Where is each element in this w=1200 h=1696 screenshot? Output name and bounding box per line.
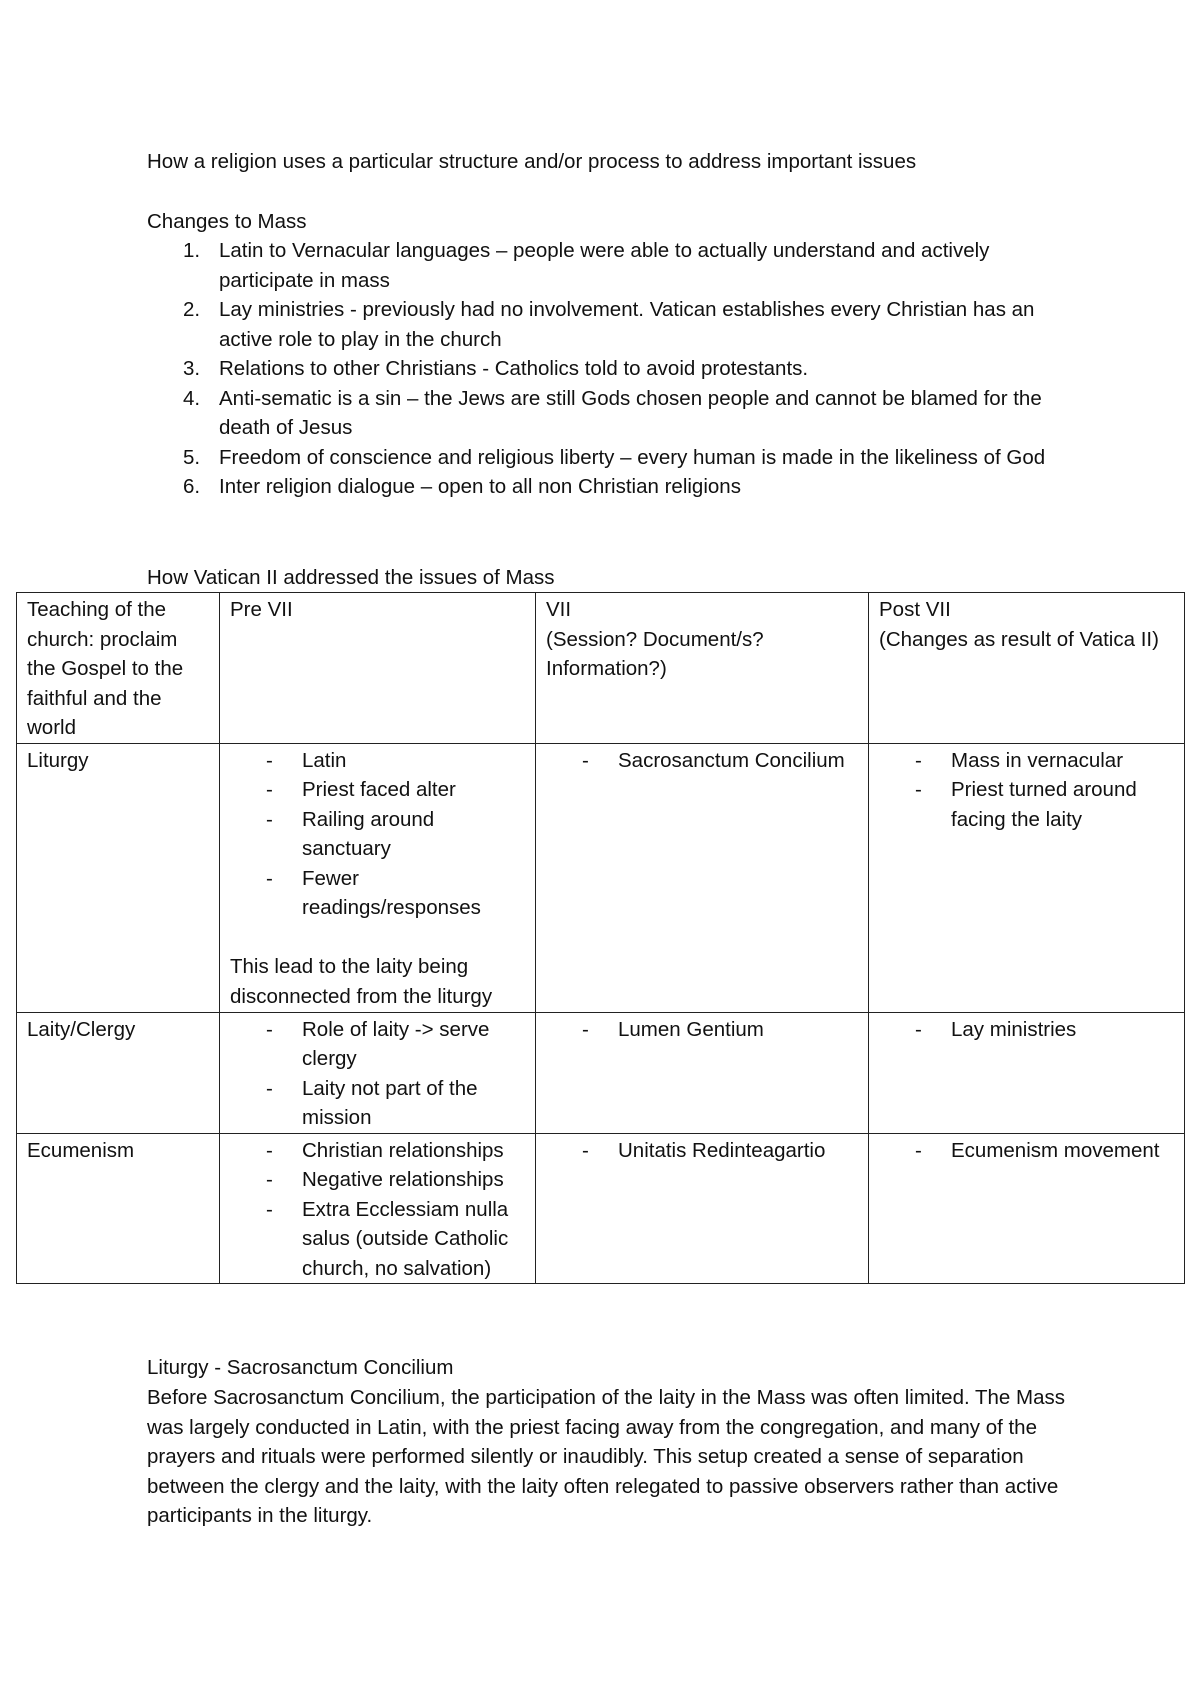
page-heading: How a religion uses a particular structure and/or process to address important issues (147, 150, 917, 173)
row-label-ecumenism (17, 1133, 220, 1284)
header-pre-text: Pre VII (230, 598, 293, 621)
list-number: 3. (183, 357, 201, 380)
pre-list (230, 1015, 525, 1133)
row-label: Ecumenism (27, 1138, 135, 1162)
vii-list (546, 1015, 858, 1045)
list-item (230, 746, 525, 776)
vii-list (546, 1136, 858, 1166)
post-cell (869, 743, 1185, 1012)
list-item (230, 1074, 525, 1133)
table-caption: How Vatican II addressed the issues of Mass (147, 566, 555, 589)
header-teaching-cell (17, 593, 220, 744)
header-post-cell (869, 593, 1185, 744)
changes-list (147, 236, 1077, 502)
list-item (230, 864, 525, 923)
dash-marker: - (266, 866, 273, 890)
pre-list (230, 746, 525, 923)
list-item (546, 1015, 858, 1045)
dash-marker: - (266, 778, 273, 801)
list-item (230, 1165, 525, 1195)
header-post-sub: (Changes as result of Vatica II) (879, 627, 1159, 651)
header-pre-cell (220, 593, 536, 744)
dash-marker: - (266, 748, 273, 772)
list-text: Latin to Vernacular languages – people were able to actually understand and actively participate in mass (219, 239, 990, 292)
dash-marker: - (266, 1197, 273, 1221)
list-item (230, 805, 525, 864)
dash-marker: - (266, 1076, 273, 1100)
item-text: Extra Ecclessiam nulla salus (outside Catholic church, no salvation) (302, 1197, 509, 1280)
list-text: Inter religion dialogue – open to all non Christian religions (219, 475, 741, 498)
list-item (879, 1136, 1174, 1166)
vii-cell (536, 1133, 869, 1284)
pre-note: This lead to the laity being disconnected from the liturgy (230, 955, 493, 1008)
list-item (546, 1136, 858, 1166)
item-text: Priest faced alter (302, 778, 456, 801)
list-item (147, 384, 1077, 443)
row-label: Laity/Clergy (27, 1017, 136, 1041)
vii-cell (536, 743, 869, 1012)
post-list (879, 1015, 1174, 1045)
dash-marker: - (915, 748, 922, 772)
item-text: Negative relationships (302, 1168, 504, 1191)
item-text: Railing around sanctuary (302, 807, 435, 860)
table-row (17, 1133, 1185, 1284)
list-number: 4. (183, 386, 201, 410)
list-text: Anti-sematic is a sin – the Jews are still Gods chosen people and cannot be blamed for the death of Jesus (219, 386, 1042, 439)
dash-marker: - (582, 1138, 589, 1162)
item-text: Lumen Gentium (618, 1017, 764, 1041)
header-vii-cell (536, 593, 869, 744)
item-text: Christian relationships (302, 1138, 504, 1162)
dash-marker: - (266, 1168, 273, 1191)
row-label-liturgy (17, 743, 220, 1012)
vii-list (546, 746, 858, 776)
header-post-title: Post VII (879, 598, 951, 621)
list-item (147, 472, 1077, 502)
vii-cell (536, 1012, 869, 1133)
list-text: Lay ministries - previously had no involvement. Vatican establishes every Christian has an active role to play in the church (219, 298, 1035, 351)
liturgy-section-title: Liturgy - Sacrosanctum Concilium (147, 1356, 454, 1379)
item-text: Role of laity -> serve clergy (302, 1017, 490, 1070)
dash-marker: - (266, 1017, 273, 1041)
dash-marker: - (915, 1138, 922, 1162)
list-item (230, 1015, 525, 1074)
dash-marker: - (915, 778, 922, 801)
item-text: Laity not part of the mission (302, 1076, 478, 1129)
dash-marker: - (266, 807, 273, 831)
dash-marker: - (582, 1017, 589, 1041)
list-text: Relations to other Christians - Catholics told to avoid protestants. (219, 357, 809, 380)
list-number: 6. (183, 475, 201, 498)
post-cell (869, 1133, 1185, 1284)
list-number: 2. (183, 298, 201, 321)
list-item (879, 775, 1174, 834)
table-row (17, 1012, 1185, 1133)
post-cell (869, 1012, 1185, 1133)
table-header-row (17, 593, 1185, 744)
row-label: Liturgy (27, 748, 89, 772)
dash-marker: - (582, 748, 589, 772)
item-text: Ecumenism movement (951, 1138, 1160, 1162)
pre-list (230, 1136, 525, 1284)
list-item (147, 354, 1077, 384)
item-text: Mass in vernacular (951, 748, 1124, 772)
list-item (230, 1195, 525, 1284)
pre-cell (220, 1012, 536, 1133)
post-list (879, 746, 1174, 835)
list-number: 5. (183, 445, 201, 469)
item-text: Lay ministries (951, 1017, 1077, 1041)
list-item (147, 295, 1077, 354)
list-item (546, 746, 858, 776)
list-item (879, 1015, 1174, 1045)
list-item (147, 236, 1077, 295)
pre-cell (220, 1133, 536, 1284)
item-text: Fewer readings/responses (302, 866, 481, 919)
pre-cell (220, 743, 536, 1012)
vatican-table (16, 592, 1185, 1284)
header-teaching-text: Teaching of the church: proclaim the Gospel to the faithful and the world (27, 598, 184, 739)
list-item (147, 443, 1077, 473)
row-label-laity (17, 1012, 220, 1133)
changes-title: Changes to Mass (147, 210, 307, 233)
table-row (17, 743, 1185, 1012)
post-list (879, 1136, 1174, 1166)
header-vii-title: VII (546, 598, 572, 621)
liturgy-section-paragraph: Before Sacrosanctum Concilium, the participation of the laity in the Mass was often limited. The Mass was largely conducted in Latin, with the priest facing away from the congregation, and many of the prayers and rituals were performed silently or inaudibly. This setup created a sense of separation between the clergy and the laity, with the laity often relegated to passive observers rather than active participants in the liturgy. (147, 1386, 1065, 1527)
list-item (230, 1136, 525, 1166)
item-text: Unitatis Redinteagartio (618, 1138, 826, 1162)
list-item (230, 775, 525, 805)
list-item (879, 746, 1174, 776)
item-text: Latin (302, 748, 347, 772)
header-vii-sub: (Session? Document/s? Information?) (546, 627, 764, 680)
list-number: 1. (183, 239, 201, 262)
item-text: Priest turned around facing the laity (951, 778, 1137, 831)
item-text: Sacrosanctum Concilium (618, 748, 845, 772)
list-text: Freedom of conscience and religious liberty – every human is made in the likeliness of God (219, 445, 1046, 469)
dash-marker: - (266, 1138, 273, 1162)
dash-marker: - (915, 1017, 922, 1041)
